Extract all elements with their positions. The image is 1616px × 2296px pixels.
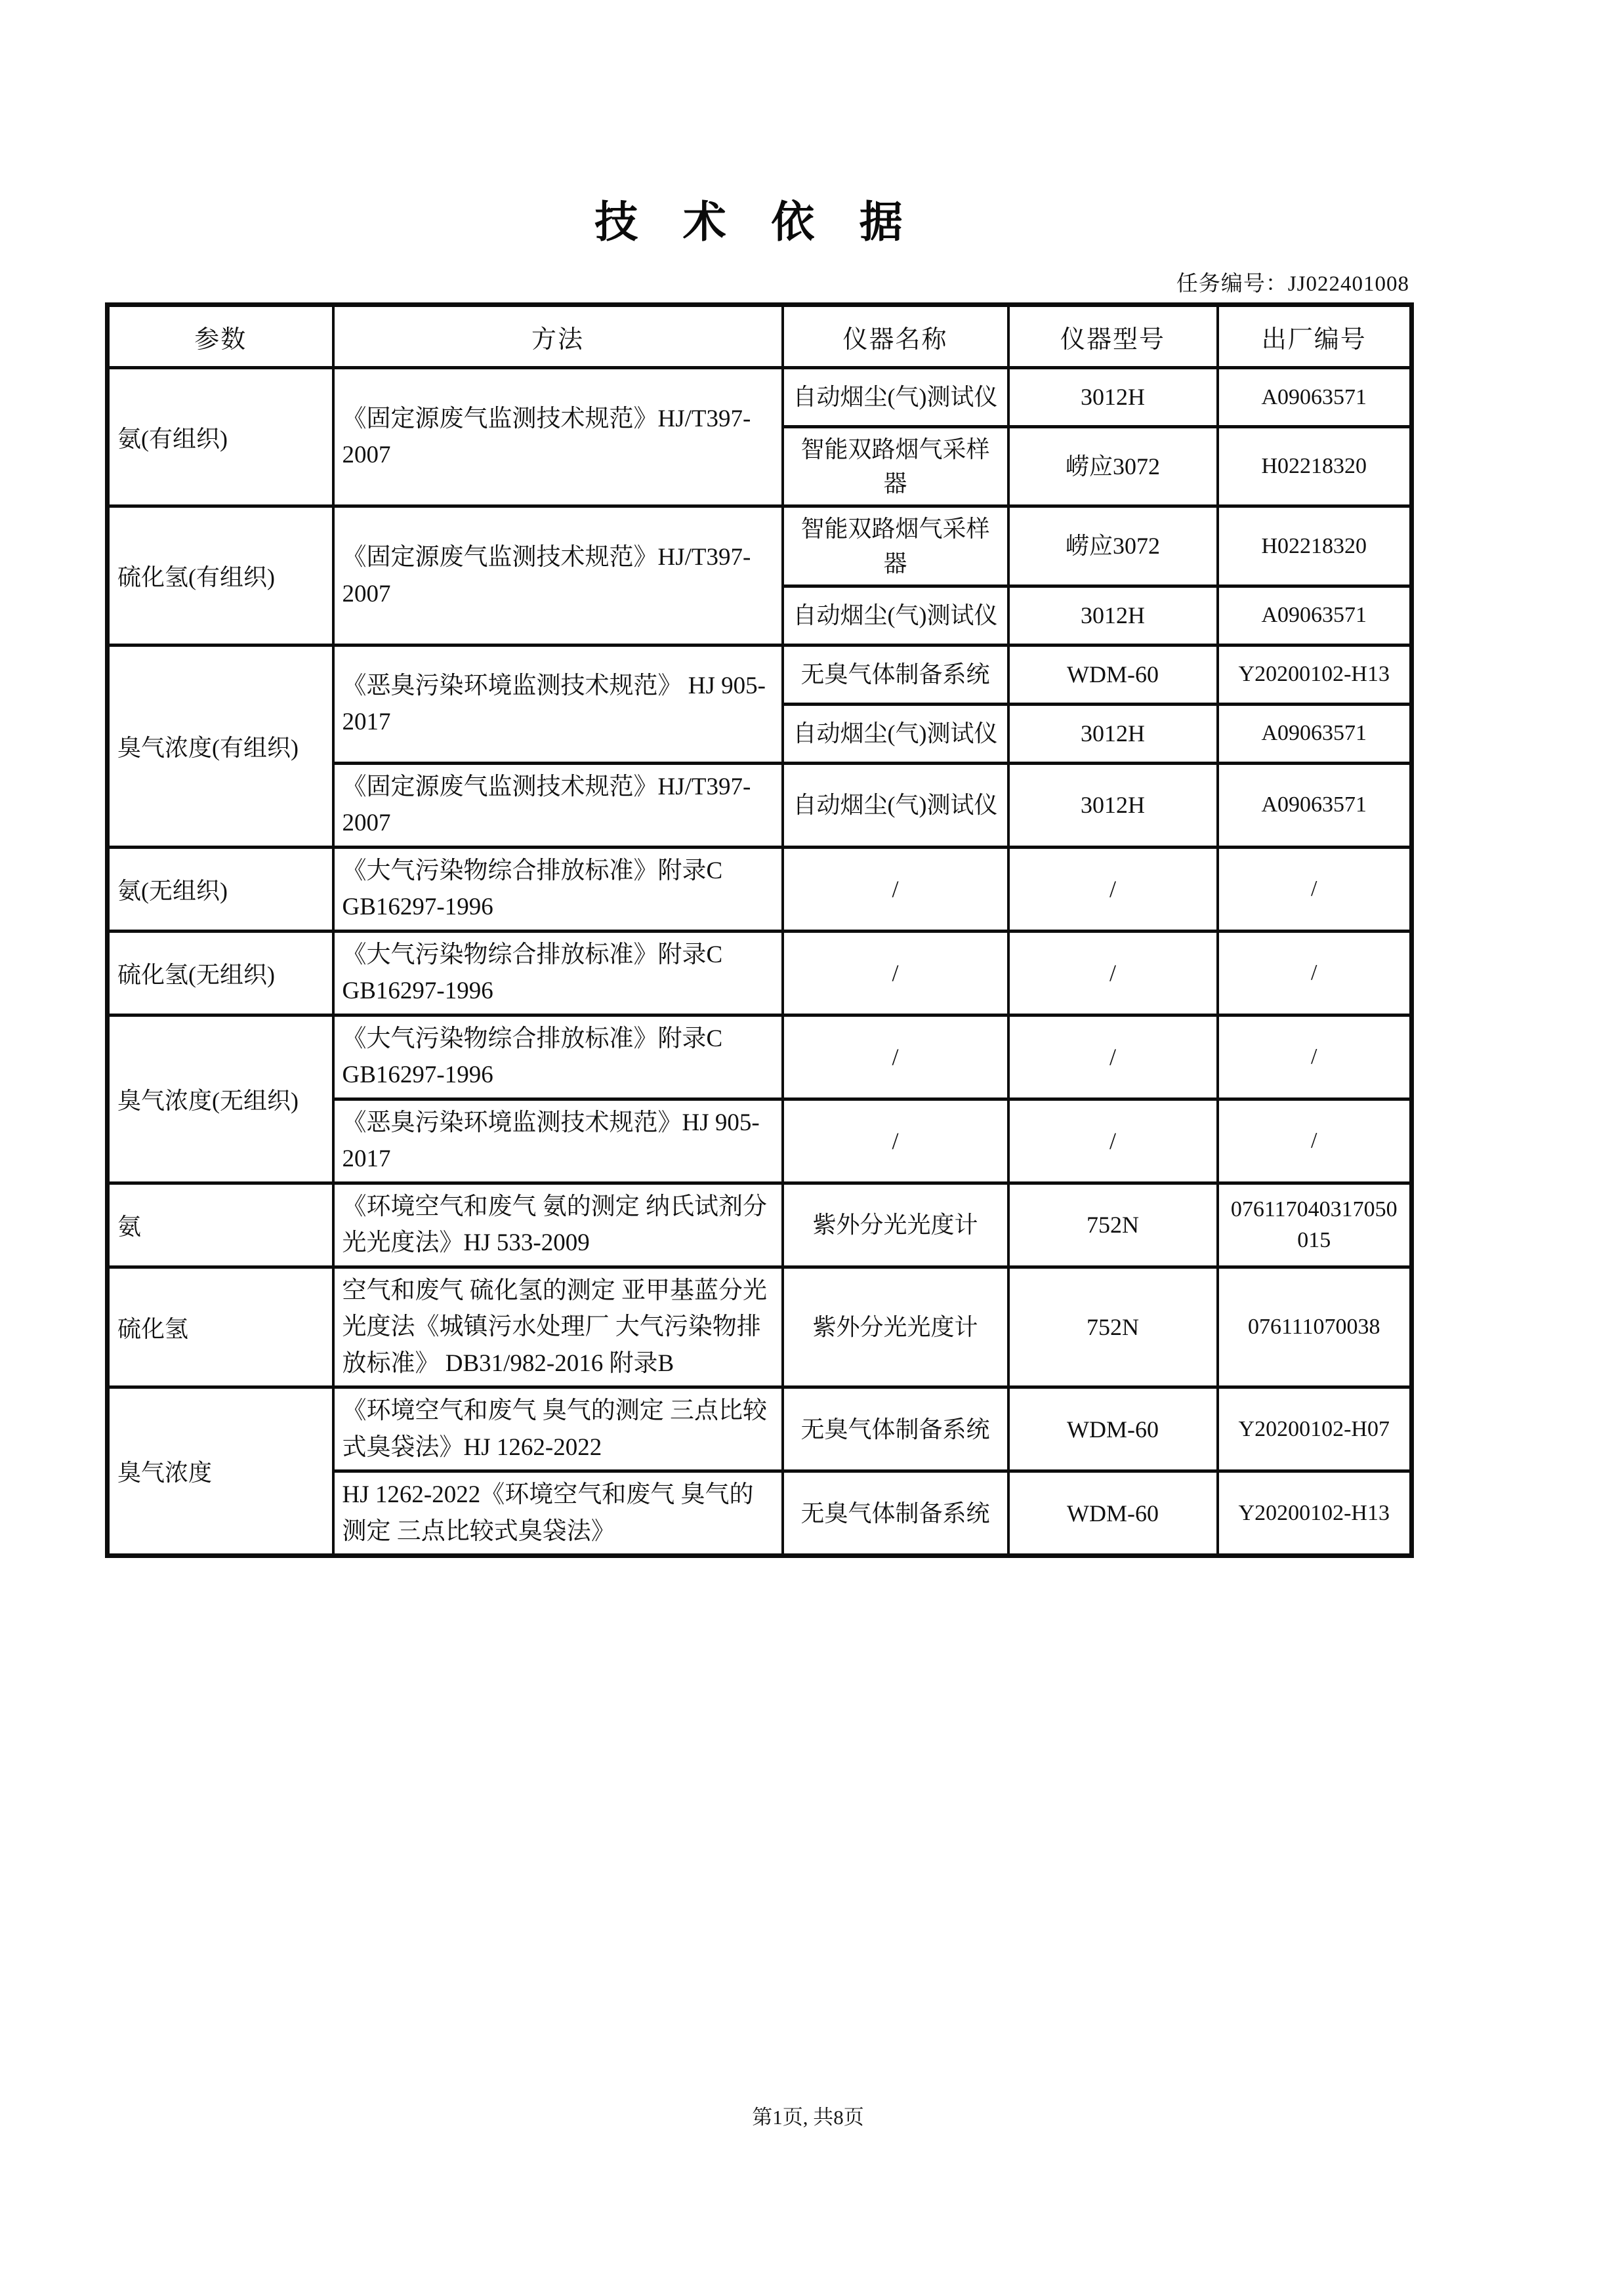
table-row-13 <box>108 1387 1412 1471</box>
serial-number-cell: A09063571 <box>1218 763 1412 847</box>
task-number: 任务编号：JJ022401008 <box>1176 272 1409 296</box>
table-row-2 <box>108 506 1412 586</box>
serial-number-cell: A09063571 <box>1218 586 1412 645</box>
method-cell: 空气和废气 硫化氢的测定 亚甲基蓝分光光度法《城镇污水处理厂 大气污染物排放标准》 DB31/982-2016 附录B <box>333 1267 783 1387</box>
instrument-model-cell: 752N <box>1008 1267 1218 1387</box>
instrument-model-cell: 752N <box>1008 1183 1218 1267</box>
instrument-model-cell: 崂应3072 <box>1008 506 1218 586</box>
param-cell: 硫化氢(有组织) <box>108 506 333 645</box>
serial-number-cell: 076117040317050015 <box>1218 1183 1412 1267</box>
instrument-name-cell: / <box>783 931 1008 1015</box>
param-cell: 氨 <box>108 1183 333 1267</box>
instrument-name-cell: / <box>783 1015 1008 1099</box>
param-cell: 臭气浓度(有组织) <box>108 645 333 847</box>
method-cell: 《固定源废气监测技术规范》HJ/T397-2007 <box>333 763 783 847</box>
instrument-model-cell: 3012H <box>1008 704 1218 763</box>
instrument-name-cell: 无臭气体制备系统 <box>783 1387 1008 1471</box>
serial-number-cell: / <box>1218 847 1412 931</box>
page-title: 技 术 依 据 <box>594 199 920 247</box>
method-cell: 《恶臭污染环境监测技术规范》HJ 905-2017 <box>333 1099 783 1183</box>
header-row <box>108 305 1412 368</box>
column-header-4: 出厂编号 <box>1218 305 1412 368</box>
param-cell: 臭气浓度 <box>108 1387 333 1556</box>
method-cell: 《固定源废气监测技术规范》HJ/T397-2007 <box>333 368 783 506</box>
serial-number-cell: A09063571 <box>1218 704 1412 763</box>
serial-number-cell: / <box>1218 931 1412 1015</box>
method-cell: 《大气污染物综合排放标准》附录C GB16297-1996 <box>333 847 783 931</box>
instrument-name-cell: 紫外分光光度计 <box>783 1183 1008 1267</box>
serial-number-cell: H02218320 <box>1218 506 1412 586</box>
param-cell: 臭气浓度(无组织) <box>108 1015 333 1183</box>
table-header <box>108 305 1412 368</box>
instrument-model-cell: 3012H <box>1008 586 1218 645</box>
method-cell: 《恶臭污染环境监测技术规范》 HJ 905-2017 <box>333 645 783 763</box>
instrument-model-cell: / <box>1008 1099 1218 1183</box>
serial-number-cell: 076111070038 <box>1218 1267 1412 1387</box>
method-cell: 《环境空气和废气 氨的测定 纳氏试剂分光光度法》HJ 533-2009 <box>333 1183 783 1267</box>
instrument-model-cell: / <box>1008 931 1218 1015</box>
table-row-9 <box>108 1015 1412 1099</box>
param-cell: 氨(无组织) <box>108 847 333 931</box>
instrument-model-cell: WDM-60 <box>1008 645 1218 704</box>
instrument-model-cell: 崂应3072 <box>1008 427 1218 506</box>
column-header-1: 方法 <box>333 305 783 368</box>
instrument-name-cell: 智能双路烟气采样器 <box>783 427 1008 506</box>
document-content <box>105 187 1409 1558</box>
serial-number-cell: Y20200102-H13 <box>1218 1471 1412 1556</box>
instrument-name-cell: 自动烟尘(气)测试仪 <box>783 586 1008 645</box>
method-cell: HJ 1262-2022《环境空气和废气 臭气的测定 三点比较式臭袋法》 <box>333 1471 783 1556</box>
column-header-0: 参数 <box>108 305 333 368</box>
param-cell: 硫化氢 <box>108 1267 333 1387</box>
param-cell: 硫化氢(无组织) <box>108 931 333 1015</box>
table-row-11 <box>108 1183 1412 1267</box>
instrument-name-cell: / <box>783 847 1008 931</box>
instrument-name-cell: 自动烟尘(气)测试仪 <box>783 368 1008 427</box>
param-cell: 氨(有组织) <box>108 368 333 506</box>
method-cell: 《固定源废气监测技术规范》HJ/T397-2007 <box>333 506 783 645</box>
page-footer: 第1页, 共8页 <box>752 2106 864 2129</box>
table-row-12 <box>108 1267 1412 1387</box>
instrument-name-cell: 智能双路烟气采样器 <box>783 506 1008 586</box>
table-row-0 <box>108 368 1412 427</box>
table-row-4 <box>108 645 1412 704</box>
instrument-model-cell: WDM-60 <box>1008 1471 1218 1556</box>
table-row-8 <box>108 931 1412 1015</box>
method-cell: 《环境空气和废气 臭气的测定 三点比较式臭袋法》HJ 1262-2022 <box>333 1387 783 1471</box>
instrument-model-cell: WDM-60 <box>1008 1387 1218 1471</box>
instrument-name-cell: 紫外分光光度计 <box>783 1267 1008 1387</box>
table-body <box>108 368 1412 1556</box>
instrument-name-cell: / <box>783 1099 1008 1183</box>
method-cell: 《大气污染物综合排放标准》附录C GB16297-1996 <box>333 931 783 1015</box>
instrument-name-cell: 自动烟尘(气)测试仪 <box>783 763 1008 847</box>
tech-basis-table <box>105 302 1414 1558</box>
instrument-model-cell: 3012H <box>1008 368 1218 427</box>
serial-number-cell: Y20200102-H07 <box>1218 1387 1412 1471</box>
table-row-7 <box>108 847 1412 931</box>
instrument-model-cell: 3012H <box>1008 763 1218 847</box>
serial-number-cell: / <box>1218 1099 1412 1183</box>
serial-number-cell: A09063571 <box>1218 368 1412 427</box>
column-header-2: 仪器名称 <box>783 305 1008 368</box>
instrument-name-cell: 无臭气体制备系统 <box>783 645 1008 704</box>
column-header-3: 仪器型号 <box>1008 305 1218 368</box>
instrument-name-cell: 自动烟尘(气)测试仪 <box>783 704 1008 763</box>
instrument-model-cell: / <box>1008 1015 1218 1099</box>
instrument-name-cell: 无臭气体制备系统 <box>783 1471 1008 1556</box>
serial-number-cell: Y20200102-H13 <box>1218 645 1412 704</box>
method-cell: 《大气污染物综合排放标准》附录C GB16297-1996 <box>333 1015 783 1099</box>
instrument-model-cell: / <box>1008 847 1218 931</box>
serial-number-cell: H02218320 <box>1218 427 1412 506</box>
serial-number-cell: / <box>1218 1015 1412 1099</box>
